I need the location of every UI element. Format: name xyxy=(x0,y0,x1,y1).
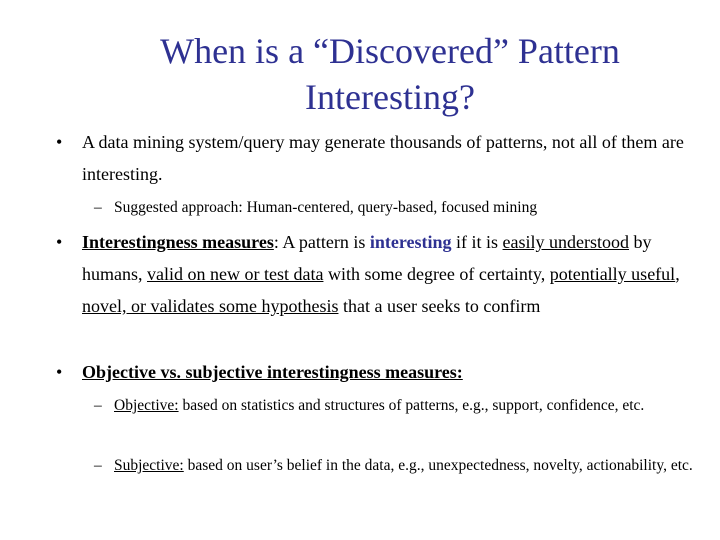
dash-marker: – xyxy=(94,397,102,414)
dash-marker: – xyxy=(94,199,102,216)
text-segment: , xyxy=(675,264,680,284)
text-segment: if it is xyxy=(451,232,503,252)
interestingness-measures-term: Interestingness measures xyxy=(82,232,274,252)
subjective-text: based on user’s belief in the data, e.g., unexpectedness, novelty, actionability, etc. xyxy=(183,457,693,474)
bullet-1-sub-1-text: Suggested approach: Human-centered, query-based, focused mining xyxy=(114,199,538,216)
potentially-useful-text: potentially useful xyxy=(549,264,676,284)
interesting-highlight: interesting xyxy=(369,232,452,252)
dash-marker: – xyxy=(94,457,102,474)
bullet-3-sub-2 xyxy=(94,452,694,480)
text-segment: that a user seeks to confirm xyxy=(338,296,541,316)
text-segment: by humans, xyxy=(82,232,652,284)
title-line-1: When is a “Discovered” Pattern xyxy=(160,31,620,71)
bullet-3-sub-1 xyxy=(94,392,694,420)
bullet-3 xyxy=(56,356,697,388)
bullet-marker: • xyxy=(56,232,63,252)
bullet-1-text: A data mining system/query may generate thousands of patterns, not all of them are interesting. xyxy=(82,132,684,184)
text-segment: with some degree of certainty, xyxy=(323,264,550,284)
valid-data-text: valid on new or test data xyxy=(147,264,324,284)
easily-understood-text: easily understood xyxy=(502,232,630,252)
objective-text: based on statistics and structures of patterns, e.g., support, confidence, etc. xyxy=(178,397,645,414)
novel-text: novel, or validates some hypothesis xyxy=(82,296,339,316)
bullet-2 xyxy=(56,226,697,322)
slide-title xyxy=(100,28,680,120)
text-segment: : A pattern is xyxy=(273,232,370,252)
bullet-marker: • xyxy=(56,132,63,152)
objective-term: Objective: xyxy=(114,397,179,414)
subjective-term: Subjective: xyxy=(114,457,184,474)
bullet-3-text: Objective vs. subjective interestingness measures: xyxy=(82,362,463,382)
bullet-1-sub-1 xyxy=(94,194,694,222)
title-line-2: Interesting? xyxy=(305,77,475,117)
bullet-marker: • xyxy=(56,362,63,382)
bullet-1 xyxy=(56,126,697,190)
